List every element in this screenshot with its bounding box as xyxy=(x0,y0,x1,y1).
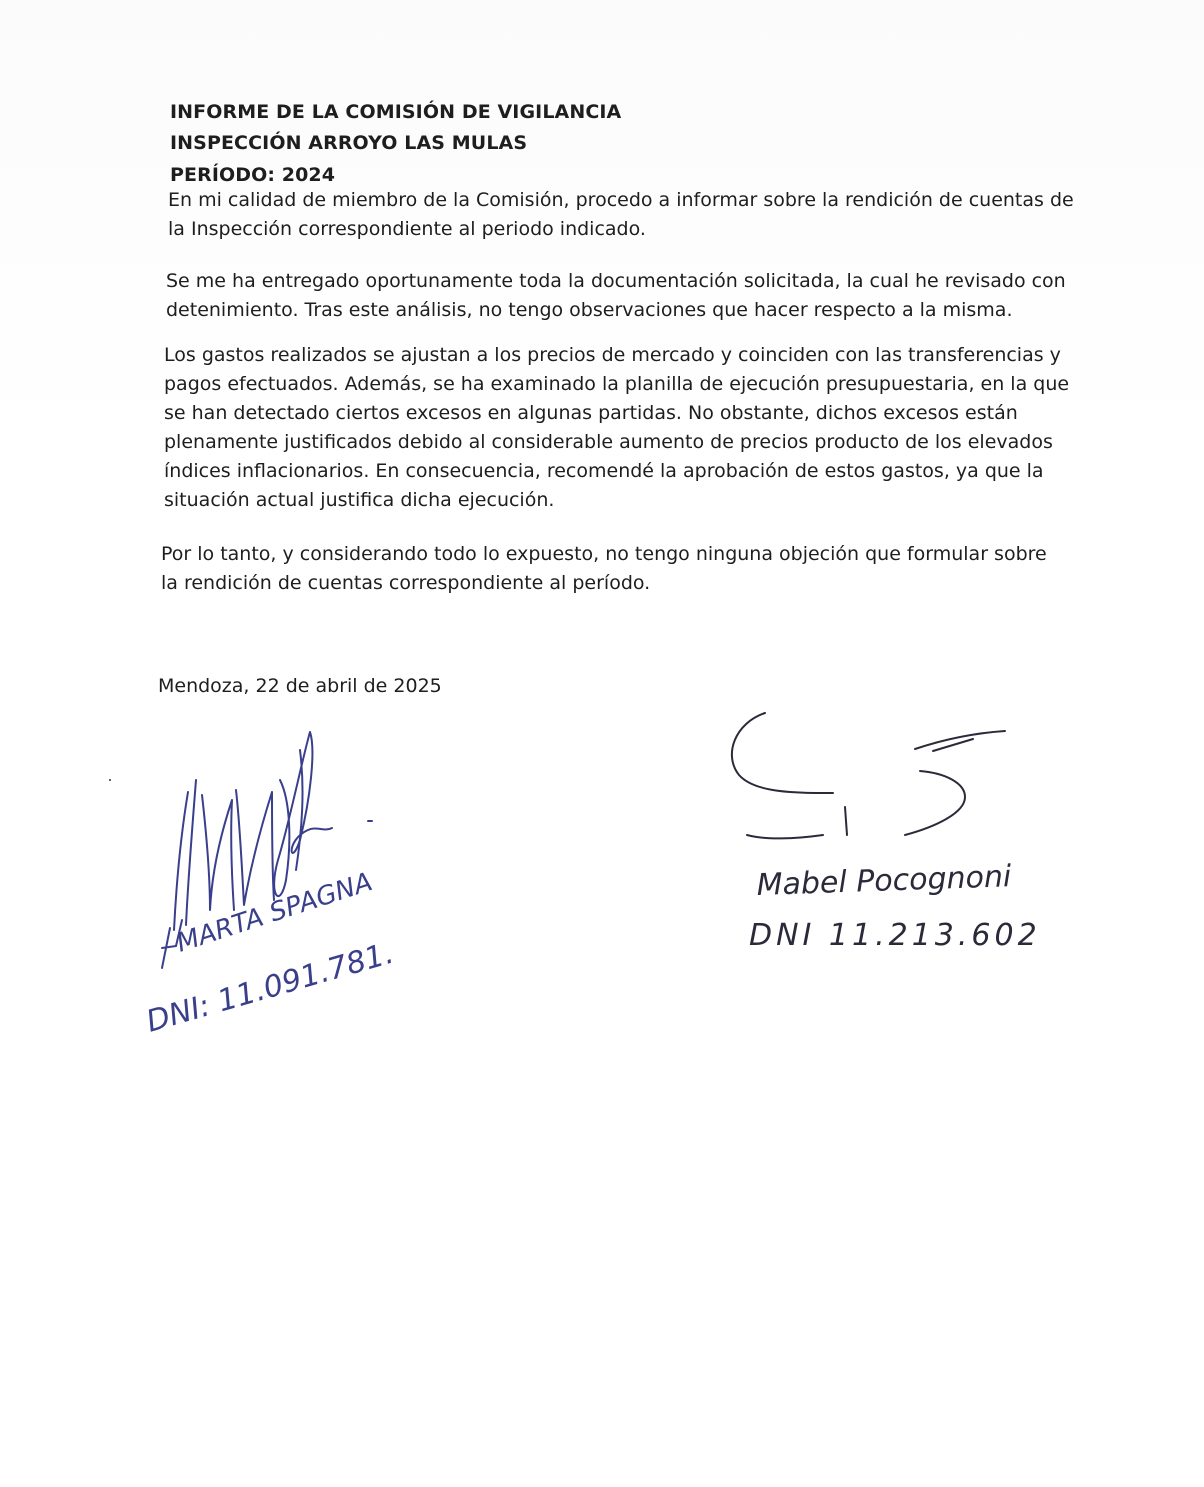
paragraph-line: índices inflacionarios. En consecuencia, recomendé la aprobación de estos gastos, ya que la xyxy=(164,460,1044,482)
report-period: PERÍODO: 2024 xyxy=(170,164,336,186)
report-subtitle: INSPECCIÓN ARROYO LAS MULAS xyxy=(170,132,528,154)
signature-right-id: DNI 11.213.602 xyxy=(749,918,1041,953)
paragraph-line: la rendición de cuentas correspondiente al período. xyxy=(161,572,651,594)
stray-mark xyxy=(109,779,111,781)
paragraph-2 xyxy=(166,267,1066,325)
paragraph-line: Se me ha entregado oportunamente toda la documentación solicitada, la cual he revisado con xyxy=(166,270,1066,292)
paragraph-line: situación actual justifica dicha ejecución. xyxy=(164,489,555,511)
date-line: Mendoza, 22 de abril de 2025 xyxy=(158,675,442,697)
paragraph-line: plenamente justificados debido al considerable aumento de precios producto de los elevados xyxy=(164,431,1053,453)
signature-left-id: DNI: 11.091.781. xyxy=(142,935,398,1040)
paragraph-line: Los gastos realizados se ajustan a los precios de mercado y coinciden con las transferencias y xyxy=(164,344,1061,366)
paragraph-line: Por lo tanto, y considerando todo lo expuesto, no tengo ninguna objeción que formular sobre xyxy=(161,543,1047,565)
paragraph-3 xyxy=(164,341,1069,515)
signature-left-name: MARTA SPAGNA xyxy=(172,867,377,959)
paragraph-line: detenimiento. Tras este análisis, no tengo observaciones que hacer respecto a la misma. xyxy=(166,299,1013,321)
signature-left xyxy=(140,720,420,1050)
paragraph-line: la Inspección correspondiente al periodo indicado. xyxy=(168,218,646,240)
paragraph-4 xyxy=(161,540,1047,598)
report-title: INFORME DE LA COMISIÓN DE VIGILANCIA xyxy=(170,101,622,123)
signature-right xyxy=(715,695,1065,965)
paragraph-line: se han detectado ciertos excesos en algunas partidas. No obstante, dichos excesos están xyxy=(164,402,1018,424)
paragraph-1 xyxy=(168,186,1074,244)
paragraph-line: pagos efectuados. Además, se ha examinado la planilla de ejecución presupuestaria, en la que xyxy=(164,373,1070,395)
signature-right-name: Mabel Pocognoni xyxy=(756,859,1012,903)
paragraph-line: En mi calidad de miembro de la Comisión, procedo a informar sobre la rendición de cuentas de xyxy=(168,189,1074,211)
